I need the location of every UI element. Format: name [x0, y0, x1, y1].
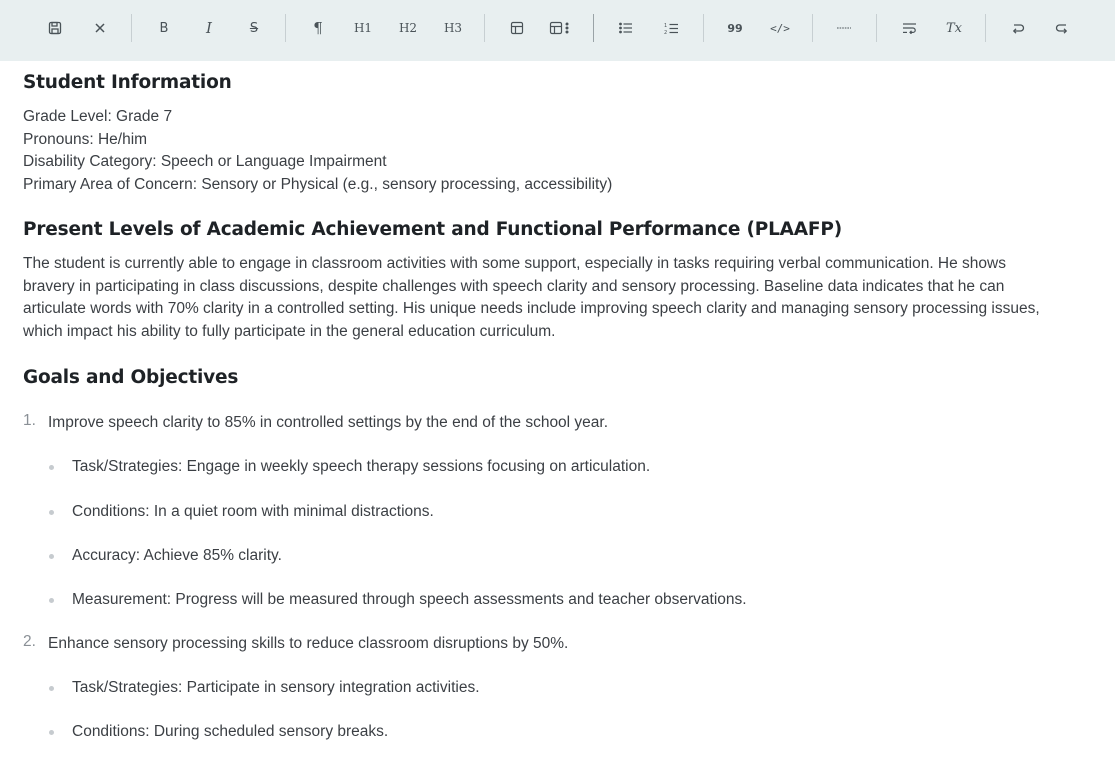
bullet-dot — [49, 730, 54, 735]
toolbar-separator — [131, 14, 132, 42]
clear-format-icon: Tx — [945, 20, 962, 36]
goal-text: Improve speech clarity to 85% in controlled settings by the end of the school year. — [48, 414, 609, 431]
heading2-icon: H2 — [398, 21, 418, 35]
paragraph-icon: ¶ — [313, 18, 323, 37]
code-button[interactable] — [766, 15, 794, 41]
section-heading-goals: Goals and Objectives — [23, 367, 239, 388]
svg-text:1: 1 — [663, 22, 667, 29]
close-button[interactable] — [86, 15, 114, 41]
save-button[interactable] — [41, 15, 69, 41]
heading3-icon: H3 — [443, 21, 463, 35]
bullet-list-icon — [619, 22, 633, 34]
italic-icon: I — [206, 18, 212, 37]
svg-text:2: 2 — [663, 29, 667, 35]
heading3-button[interactable] — [439, 15, 467, 41]
paragraph-button[interactable] — [304, 15, 332, 41]
bold-icon: B — [159, 20, 169, 36]
blockquote-icon: 99 — [727, 21, 743, 35]
goal-item: Task/Strategies: Engage in weekly speech therapy sessions focusing on articulation. — [72, 458, 651, 475]
wrap-text-icon — [902, 22, 917, 34]
horizontal-rule-icon — [836, 26, 852, 30]
horizontal-rule-button[interactable] — [830, 15, 858, 41]
goal-item: Conditions: In a quiet room with minimal distractions. — [72, 503, 434, 520]
blockquote-button[interactable] — [721, 15, 749, 41]
table-options-button[interactable] — [543, 15, 577, 41]
heading1-button[interactable] — [349, 15, 377, 41]
toolbar-separator — [593, 14, 594, 42]
table-button[interactable] — [503, 15, 531, 41]
strikethrough-button[interactable] — [240, 15, 268, 41]
goal-item: Measurement: Progress will be measured through speech assessments and teacher observations. — [72, 591, 747, 608]
paragraph-line: bravery in participating in class discussions, despite challenges with speech clarity and sensory processing. Baseline data indicates that he can — [23, 277, 1005, 295]
heading2-button[interactable] — [394, 15, 422, 41]
grade-level-line: Grade Level: Grade 7 — [23, 108, 173, 125]
student-information-block — [23, 106, 612, 196]
toolbar-separator — [285, 14, 286, 42]
undo-button[interactable] — [1004, 15, 1032, 41]
heading1-icon: H1 — [353, 21, 373, 35]
paragraph-line: which impact his ability to fully participate in the general education curriculum. — [23, 322, 556, 340]
bullet-dot — [49, 510, 54, 515]
ordered-list-button[interactable] — [657, 15, 685, 41]
goal-item: Conditions: During scheduled sensory breaks. — [72, 723, 389, 740]
table-icon — [510, 21, 524, 35]
clear-format-button[interactable] — [940, 15, 968, 41]
bullet-dot — [49, 554, 54, 559]
ordered-list-icon — [664, 22, 679, 35]
goal-number: 1. — [23, 412, 36, 429]
editor-toolbar — [0, 0, 1115, 61]
undo-icon — [1011, 22, 1025, 34]
primary-area-line: Primary Area of Concern: Sensory or Physical (e.g., sensory processing, accessibility) — [23, 175, 613, 193]
bullet-dot — [49, 686, 54, 691]
section-heading-student-information: Student Information — [23, 72, 232, 93]
bullet-list-button[interactable] — [612, 15, 640, 41]
code-icon: </> — [770, 21, 790, 35]
bullet-dot — [49, 598, 54, 603]
table-options-icon — [549, 21, 571, 35]
section-heading-plaafp: Present Levels of Academic Achievement and Functional Performance (PLAAFP) — [23, 219, 842, 240]
toolbar-separator — [812, 14, 813, 42]
bold-button[interactable] — [150, 15, 178, 41]
toolbar-separator — [876, 14, 877, 42]
paragraph-line: The student is currently able to engage in classroom activities with some support, especially in tasks requiring verbal communication. He shows — [23, 255, 1006, 272]
goal-item: Accuracy: Achieve 85% clarity. — [72, 547, 282, 564]
disability-category-line: Disability Category: Speech or Language Impairment — [23, 153, 387, 171]
save-icon — [48, 21, 62, 35]
pronouns-line: Pronouns: He/him — [23, 130, 148, 148]
wrap-text-button[interactable] — [895, 15, 923, 41]
toolbar-separator — [703, 14, 704, 42]
goal-number: 2. — [23, 633, 36, 650]
goal-item: Task/Strategies: Participate in sensory integration activities. — [72, 679, 480, 696]
bullet-dot — [49, 465, 54, 470]
plaafp-paragraph — [23, 253, 1088, 343]
goal-text: Enhance sensory processing skills to reduce classroom disruptions by 50%. — [48, 635, 569, 652]
toolbar-separator — [484, 14, 485, 42]
strikethrough-icon: S — [249, 20, 259, 36]
redo-button[interactable] — [1048, 15, 1076, 41]
close-icon — [94, 22, 106, 34]
toolbar-separator — [985, 14, 986, 42]
italic-button[interactable] — [195, 15, 223, 41]
redo-icon — [1055, 22, 1069, 34]
paragraph-line: articulate words with 70% clarity in a controlled setting. His unique needs include improving speech clarity and managing sensory processing issues, — [23, 300, 1040, 318]
